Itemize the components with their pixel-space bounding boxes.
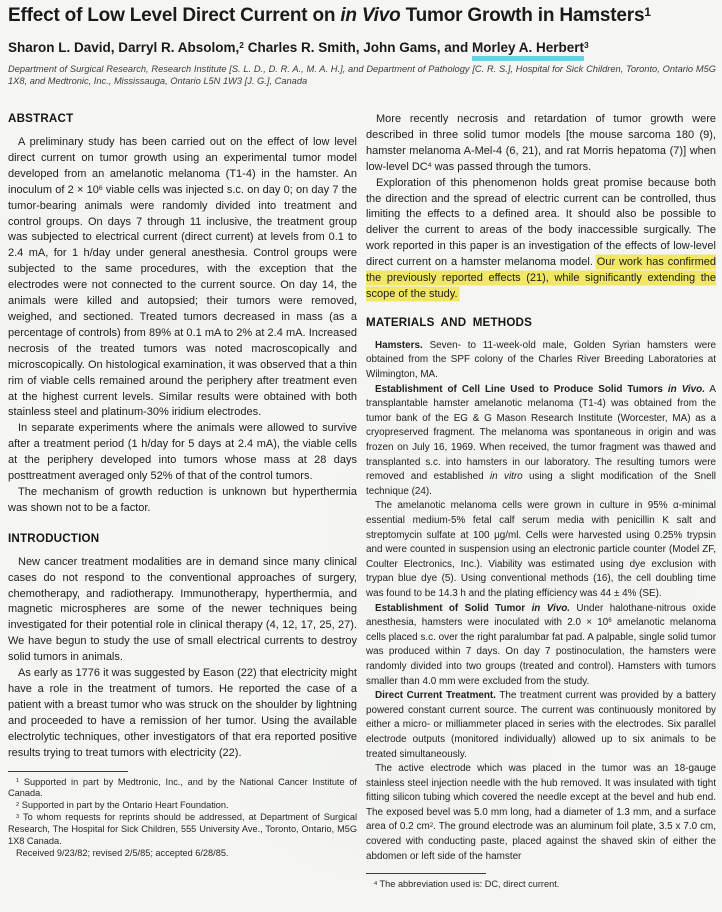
- text-segment: Direct Current Treatment.: [375, 690, 496, 702]
- footnote: [8, 777, 357, 801]
- methods-paragraph-culture: [366, 499, 716, 601]
- methods-paragraph-dc-treatment: [366, 689, 716, 762]
- paper-header: [8, 5, 716, 88]
- text-segment: To whom requests for reprints should be addressed, at Department of Surgical Research, The Hospital for Sick Children, 555 University Ave., Toronto, Ontario, M5G 1X8 Canada.: [8, 812, 357, 847]
- text-segment: Exploration of this phenomenon holds great promise because both the direction and the spread of electric current can be controlled, thus limiting the effects to a defined area. It should also be possible to deliver the current to areas of the body inaccessible surgically. The work reported in this paper is an investigation of the effects of low-level direct current on a hamster melanoma model.: [366, 176, 716, 269]
- abstract-paragraph: [8, 421, 357, 485]
- superscript-marker: 3: [584, 40, 589, 51]
- footnote: [8, 812, 357, 848]
- footnote-divider: [8, 771, 128, 772]
- text-segment: The amelanotic melanoma cells were grown in culture in 95% α-minimal essential medium-5% fetal calf serum media with penicillin K salt and streptomycin sulfate at 100 μg/ml. Cells were harvested using 0.25% trypsin and were counted in suspension using an electronic particle counter (Model ZF, Coulter Electronics, Inc.). Viability was estimated using dye exclusion with trypan blue dye (5). Using conventional methods (16), the cell doubling time was found to be 14.3 h and the plating efficiency was 44 ± 4% (SE).: [366, 500, 716, 599]
- text-segment: Hamsters.: [375, 339, 423, 351]
- abstract-paragraph: [8, 135, 357, 421]
- text-segment: More recently necrosis and retardation of tumor growth were described in three solid tumor models [the mouse sarcoma 180 (9), hamster melanoma A-Mel-4 (6, 21), and rat Morris hepatoma (7)] when low-level DC: [366, 113, 716, 173]
- text-segment: Seven- to 11-week-old male, Golden Syrian hamsters were obtained from the SPF colony of the Charles River Breeding Laboratories at Wilmington, MA.: [366, 339, 716, 381]
- text-segment: using a slight modification of the Snell technique (24).: [366, 471, 716, 497]
- text-segment: was passed through the tumors.: [431, 160, 592, 173]
- text-segment: Establishment of Solid Tumor: [375, 602, 532, 614]
- superscript-marker: 2: [429, 821, 434, 829]
- footnote-divider: [366, 873, 486, 874]
- text-segment: in Vivo.: [667, 383, 705, 395]
- superscript-marker: 1: [644, 5, 651, 19]
- introduction-paragraph-with-highlight: [366, 176, 716, 303]
- text-segment: Received 9/23/82; revised 2/5/85; accepted 6/28/85.: [16, 847, 229, 858]
- text-segment: Charles R. Smith, John Gams, and: [243, 40, 473, 55]
- right-column: [366, 112, 716, 891]
- text-segment: in Vivo: [340, 5, 401, 26]
- superscript-marker: 3: [16, 813, 20, 820]
- superscript-marker: 6: [608, 617, 612, 625]
- text-segment: amelanotic melanoma cells placed s.c. over the right paralumbar fat pad. A palpable, single solid tumor was produced within 7 days. On day 7 postinoculation, the hamsters were randomly divided into two groups (treated and control). Hamsters with tumors smaller than 4.0 mm were excluded from the study.: [366, 617, 716, 687]
- left-column: [8, 112, 357, 860]
- text-segment: As early as 1776 it was suggested by Eason (22) that electricity might have a role in the treatment of tumors. He reported the case of a patient with a breast tumor who was struck on the shoulder by lightning and proceeded to have a remission of her tumor. Using the available electrolytic techniques, other investigators of that era reported positive results trying to treat tumors with electricity (22).: [8, 667, 357, 759]
- received-dates-line: [8, 848, 357, 860]
- text-segment: Sharon L. David, Darryl R. Absolom,: [8, 40, 240, 55]
- text-segment: Under halothane-nitrous oxide anesthesia, hamsters were inoculated with 2.0 × 10: [366, 602, 717, 629]
- superscript-marker: 2: [16, 801, 20, 808]
- affiliation-line: Department of Surgical Research, Research Institute [S. L. D., D. R. A., M. A. H.], and Department of Pathology [C. R. S.], Hospital for Sick Children, Toronto, Ontario M5G 1X8, and Medtronic, Inc., Mississauga, Ontario L5N 1W3 [J. G.], Canada: [8, 64, 716, 86]
- paper-title: [8, 5, 716, 27]
- text-segment: The active electrode which was placed in the tumor was an 18-gauge stainless steel injection needle with the hub removed. It was insulated with tight fitting silicon tubing which covered the needle except at the bevel and hub end. The exposed bevel was 5.0 mm long, had a diameter of 1.3 mm, and a surface area of 0.2 cm: [366, 763, 716, 833]
- introduction-paragraph: [8, 555, 357, 666]
- text-segment: Establishment of Cell Line Used to Produce Solid Tumors: [375, 383, 668, 395]
- text-segment: . The ground electrode was an aluminum foil plate, 3.5 x 7.0 cm, covered with conducting paste, placed against the shaved skin of either the abdomen or left side of the hamster: [366, 821, 716, 862]
- superscript-marker: 2: [239, 40, 244, 51]
- text-segment: Supported in part by the Ontario Heart Foundation.: [19, 800, 229, 811]
- text-segment: Supported in part by Medtronic, Inc., and by the National Cancer Institute of Canada.: [8, 776, 357, 799]
- methods-paragraph-solid-tumor: [366, 602, 716, 690]
- text-segment: A preliminary study has been carried out on the effect of low level direct current on tumor growth using an experimental tumor model developed from an amelanotic melanoma (T1-4) in the hamster. An inoculum of 2 × 10: [8, 136, 357, 196]
- text-segment: The treatment current was provided by a battery powered constant current source. The current was continuously monitored by either a micro- or milliammeter placed in series with the electrodes. Six parallel electrode outputs (monitored individually) allowed up to six animals to be treated simultaneously.: [366, 690, 716, 760]
- text-segment: The mechanism of growth reduction is unknown but hyperthermia was shown not to be a factor.: [8, 485, 357, 514]
- abstract-heading: ABSTRACT: [8, 112, 74, 125]
- footnote: [8, 800, 357, 812]
- footnote-block: [366, 873, 716, 891]
- superscript-marker: 6: [98, 184, 103, 192]
- methods-paragraph-hamsters: [366, 339, 716, 383]
- text-segment: Effect of Low Level Direct Current on: [8, 5, 341, 26]
- introduction-paragraph: [366, 112, 716, 176]
- footnote-block: [8, 771, 357, 860]
- methods-paragraph-cell-line: [366, 383, 716, 500]
- methods-paragraph-electrode: [366, 762, 716, 864]
- materials-methods-heading: MATERIALS AND METHODS: [366, 315, 533, 329]
- text-segment: in Vivo.: [531, 602, 570, 614]
- introduction-paragraph: [8, 666, 357, 761]
- highlighted-text: Our work has confirmed the previously reported effects (21), while significantly extending the scope of the study.: [366, 256, 716, 300]
- text-segment: The abbreviation used is: DC, direct current.: [377, 879, 560, 890]
- text-segment: Tumor Growth in Hamsters: [400, 5, 645, 26]
- abstract-paragraph: [8, 485, 357, 517]
- author-line: [8, 40, 716, 56]
- cyan-underlined-text: Morley A. Herbert: [472, 40, 584, 61]
- text-segment: In separate experiments where the animals were allowed to survive after a treatment period (1 h/day for 5 days at 2.4 mA), the viable cells at the periphery developed into tumors whose mass at 28 days posttreatment averaged only 52% of that of the control tumors.: [8, 422, 357, 483]
- footnote: [366, 879, 716, 891]
- superscript-marker: 4: [427, 161, 432, 169]
- text-segment: viable cells was injected s.c. on day 0; on day 7 the tumor-bearing animals were randomly divided into treatment and control groups. On days 7 through 11 inclusive, the treatment group was subjected to electrical current (direct current) at levels from 0.1 to 2.4 mA, for 1 h/day under general anesthesia. Control groups were subjected to the same procedures, with the exception that the electrodes were not connected to the current source. On day 14, the animals were killed and autopsied; their tumors were removed, weighed, and sectioned. Treated tumors decreased in mass (as a percentage of controls) from 89% at 0.1 mA to 2% at 2.4 mA. Increased necrosis of the treated tumors was noted macroscopically and microscopically. On histological examination, it was observed that a thin rim of viable cells remained around the periphery after treatment even at the highest current levels. Similar results were obtained with both stainless steel and platinum-30% iridium electrodes.: [8, 183, 357, 419]
- superscript-marker: 4: [374, 880, 378, 887]
- text-segment: New cancer treatment modalities are in demand since many clinical cases do not respond to the conventional approaches of surgery, chemotherapy, and radiotherapy. Immunotherapy, hyperthermia, and magnetic microspheres are some of the newer techniques being investigated for their potential role in clinical therapy (4, 12, 17, 25, 27). We have begun to study the use of small electrical currents to destroy solid tumors in animals.: [8, 555, 357, 664]
- superscript-marker: 1: [16, 777, 20, 784]
- introduction-heading: INTRODUCTION: [8, 531, 100, 545]
- text-segment: A transplantable hamster amelanotic melanoma (T1-4) was obtained from the tumor bank of the EG & G Mason Research Institute (Worcester, MA) as a cryopreserved fragment. The melanoma was spontaneous in origin and was frozen on July 16, 1969. When received, the tumor fragment was thawed and transplanted s.c. into hamsters in our laboratory. The resulting tumors were removed and established: [366, 383, 717, 483]
- text-segment: in vitro: [489, 471, 523, 483]
